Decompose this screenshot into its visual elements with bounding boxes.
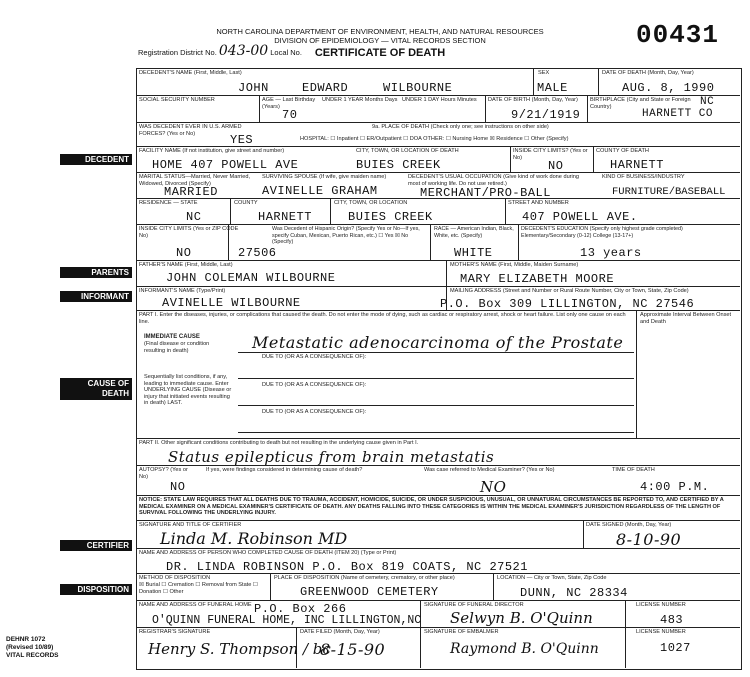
label-date-filed: DATE FILED (Month, Day, Year) xyxy=(300,629,380,635)
registration-value: 043-00 xyxy=(218,43,269,59)
label-hispanic: Was Decedent of Hispanic Origin? (Specify Yes or No—If yes, specify Cuban, Mexican, Puerto Rican, etc.) ☐ Yes ☒ No (Specify) xyxy=(272,226,420,245)
label-father: FATHER'S NAME (First, Middle, Last) xyxy=(139,262,233,268)
label-under-1-year: UNDER 1 YEAR Months Days xyxy=(322,97,398,103)
label-director-signature: SIGNATURE OF FUNERAL DIRECTOR xyxy=(424,602,524,608)
value-education: 13 years xyxy=(580,246,642,260)
footer-form: DEHNR 1072 xyxy=(6,636,46,643)
label-business: KIND OF BUSINESS/INDUSTRY xyxy=(602,174,685,180)
value-inside-limits: NO xyxy=(176,246,192,260)
agency-line-1: NORTH CAROLINA DEPARTMENT OF ENVIRONMENT, HEALTH, AND NATURAL RESOURCES xyxy=(216,27,544,36)
value-father: JOHN COLEMAN WILBOURNE xyxy=(166,271,336,285)
footer-office: VITAL RECORDS xyxy=(6,652,59,659)
side-label-disposition: DISPOSITION xyxy=(60,584,132,595)
label-notice: NOTICE: STATE LAW REQUIRES THAT ALL DEATHS DUE TO TRAUMA, ACCIDENT, HOMICIDE, SUICIDE, OR UNDER SUSPICIOUS, UNUSUAL, OR UNNATURAL CIRCUMSTANCES BE REPORTED TO, AND CERTIFIED BY A MEDICAL EXAMINER ON A MEDICAL EXAMINER'S CERTIFICATE OF DEATH. ANY DEATHS FALLING INTO THESE CATEGORIES IS WITHIN THE MEDICAL EXAMINER'S JURISDICTION REGARDLESS OF THE LENGTH OF SURVIVAL FOLLOWING THE UNDERLYING INJURY. xyxy=(139,497,724,516)
value-spouse: AVINELLE GRAHAM xyxy=(262,184,378,198)
label-embalmer-signature: SIGNATURE OF EMBALMER xyxy=(424,629,499,635)
value-date-filed: 8-15-90 xyxy=(320,640,386,659)
label-inside-city: INSIDE CITY LIMITS? (Yes or No) xyxy=(513,148,588,161)
value-last-name: WILBOURNE xyxy=(383,81,453,95)
label-hospital-options: HOSPITAL: ☐ Inpatient ☐ ER/Outpatient ☐ DOA OTHER: ☐ Nursing Home ☒ Residence ☐ Other (Specify) xyxy=(300,136,569,142)
label-me-referred: Was case referred to Medical Examiner? (Yes or No) xyxy=(424,467,555,473)
side-label-informant: INFORMANT xyxy=(60,291,132,302)
value-informant: AVINELLE WILBOURNE xyxy=(162,296,301,310)
label-residence-state: RESIDENCE — STATE xyxy=(139,200,198,206)
value-certifier-signature: Linda M. Robinson MD xyxy=(160,529,348,548)
side-label-decedent: DECEDENT xyxy=(60,154,132,165)
label-mailing: MAILING ADDRESS (Street and Number or Rural Route Number, City or Town, State, Zip Code) xyxy=(450,288,689,294)
value-occupation: MERCHANT/PRO-BALL xyxy=(420,186,551,200)
local-no-label: Local No. xyxy=(270,48,302,57)
value-me-referred: NO xyxy=(480,478,507,496)
label-name: DECEDENT'S NAME (First, Middle, Last) xyxy=(139,70,242,76)
label-facility: FACILITY NAME (If not institution, give street and number) xyxy=(139,148,285,154)
value-certifier-name: DR. LINDA ROBINSON P.O. Box 819 COATS, NC 27521 xyxy=(166,560,528,574)
value-date-of-birth: 9/21/1919 xyxy=(511,108,581,122)
label-sex: SEX xyxy=(538,70,550,76)
value-residence-county: HARNETT xyxy=(258,210,312,224)
label-date-of-death: DATE OF DEATH (Month, Day, Year) xyxy=(602,70,694,76)
value-mailing: P.O. Box 309 LILLINGTON, NC 27546 xyxy=(440,297,695,311)
value-cemetery: GREENWOOD CEMETERY xyxy=(300,585,439,599)
value-autopsy: NO xyxy=(170,480,186,494)
label-location: LOCATION — City or Town, State, Zip Code xyxy=(497,575,607,581)
value-inside-city: NO xyxy=(548,159,564,173)
value-license-2: 1027 xyxy=(660,641,691,655)
value-facility: HOME 407 POWELL AVE xyxy=(152,158,299,172)
registration-block xyxy=(138,43,302,59)
label-residence-street: STREET AND NUMBER xyxy=(508,200,569,206)
value-funeral-home-name: O'QUINN FUNERAL HOME, INC LILLINGTON,NC xyxy=(152,614,422,627)
value-license-1: 483 xyxy=(660,613,684,627)
label-birthplace: BIRTHPLACE (City and State or Foreign Country) xyxy=(590,97,691,110)
value-funeral-home-box: P.O. Box 266 xyxy=(254,602,347,616)
label-method-options: ☒ Burial ☐ Cremation ☐ Removal from State ☐ Donation ☐ Other xyxy=(139,582,258,595)
value-residence-state: NC xyxy=(186,210,202,224)
label-due-to-1: DUE TO (OR AS A CONSEQUENCE OF): xyxy=(262,354,367,360)
label-armed-forces: WAS DECEDENT EVER IN U.S. ARMED FORCES? (Yes or No) xyxy=(139,124,242,137)
label-place-of-death: 9a. PLACE OF DEATH (Check only one; see instructions on other side) xyxy=(372,124,549,130)
value-date-of-death: AUG. 8, 1990 xyxy=(622,81,715,95)
label-license-1: LICENSE NUMBER xyxy=(636,602,686,608)
label-findings: If yes, were findings considered in determining cause of death? xyxy=(206,467,363,473)
value-time-of-death: 4:00 P.M. xyxy=(640,480,710,494)
label-due-to-3: DUE TO (OR AS A CONSEQUENCE OF): xyxy=(262,409,367,415)
label-time-of-death: TIME OF DEATH xyxy=(612,467,655,473)
label-interval: Approximate Interval Between Onset and Death xyxy=(640,312,732,325)
value-age: 70 xyxy=(282,108,298,122)
side-label-certifier: CERTIFIER xyxy=(60,540,132,551)
label-residence-county: COUNTY xyxy=(234,200,258,206)
label-city-of-death: CITY, TOWN, OR LOCATION OF DEATH xyxy=(356,148,459,154)
label-immediate-cause: IMMEDIATE CAUSE xyxy=(144,334,200,340)
side-label-cause-of-death: CAUSE OF DEATH xyxy=(60,378,132,400)
label-race: RACE — American Indian, Black, White, etc. (Specify) xyxy=(434,226,514,239)
label-ssn: SOCIAL SECURITY NUMBER xyxy=(139,97,215,103)
value-zip: 27506 xyxy=(238,246,277,260)
value-county-of-death: HARNETT xyxy=(610,158,664,172)
value-birthplace-county: HARNETT CO xyxy=(642,108,714,120)
label-due-to-2: DUE TO (OR AS A CONSEQUENCE OF): xyxy=(262,382,367,388)
value-mother: MARY ELIZABETH MOORE xyxy=(460,272,615,286)
label-under-1-day: UNDER 1 DAY Hours Minutes xyxy=(402,97,477,103)
label-sequential: Sequentially list conditions, if any, leading to immediate cause. Enter UNDERLYING CAUSE (Disease or injury that initiated events resulting in death) LAST. xyxy=(144,374,232,406)
value-business: FURNITURE/BASEBALL xyxy=(612,186,726,198)
label-age: AGE — Last Birthday (Years) xyxy=(262,97,316,110)
label-part-2: PART II. Other significant conditions contributing to death but not resulting in the underlying cause given in Part I. xyxy=(139,440,419,446)
label-immediate-sub: (Final disease or condition resulting in death) xyxy=(144,341,210,354)
value-first-name: JOHN xyxy=(238,81,269,95)
value-director-signature: Selwyn B. O'Quinn xyxy=(450,609,593,627)
label-autopsy: AUTOPSY? (Yes or No) xyxy=(139,467,188,480)
label-informant: INFORMANT'S NAME (Type/Print) xyxy=(139,288,226,294)
value-registrar-signature: Henry S. Thompson / bc xyxy=(148,640,331,658)
value-location: DUNN, NC 28334 xyxy=(520,586,628,600)
label-county-of-death: COUNTY OF DEATH xyxy=(596,148,649,154)
label-part-1: PART I. Enter the diseases, injuries, or complications that caused the death. Do not enter the mode of dying, such as cardiac or respiratory arrest, shock or heart failure. List only one cause on each line. xyxy=(139,312,626,325)
side-label-parents: PARENTS xyxy=(60,267,132,278)
footer-revised: (Revised 10/89) xyxy=(6,644,54,651)
label-certifier-name: NAME AND ADDRESS OF PERSON WHO COMPLETED CAUSE OF DEATH (ITEM 20) (Type or Print) xyxy=(139,550,397,556)
label-occupation: DECEDENT'S USUAL OCCUPATION (Give kind of work done during most of working life. Do not use retired.) xyxy=(408,174,580,187)
label-mother: MOTHER'S NAME (First, Middle, Maiden Surname) xyxy=(450,262,579,268)
agency-line-2: DIVISION OF EPIDEMIOLOGY — VITAL RECORDS SECTION xyxy=(274,36,486,45)
certificate-number: 00431 xyxy=(636,20,720,50)
label-place-disposition: PLACE OF DISPOSITION (Name of cemetery, crematory, or other place) xyxy=(274,575,455,581)
label-residence-city: CITY, TOWN, OR LOCATION xyxy=(334,200,408,206)
label-inside-limits: INSIDE CITY LIMITS (Yes or No) xyxy=(139,226,211,239)
value-marital: MARRIED xyxy=(164,185,218,199)
value-birthplace-state: NC xyxy=(700,96,715,108)
value-cause-a: Metastatic adenocarcinoma of the Prostate xyxy=(252,333,624,352)
label-registrar: REGISTRAR'S SIGNATURE xyxy=(139,629,211,635)
label-license-2: LICENSE NUMBER xyxy=(636,629,686,635)
label-marital: MARITAL STATUS—Married, Never Married, Widowed, Divorced (Specify) xyxy=(139,174,251,187)
certificate-title: CERTIFICATE OF DEATH xyxy=(314,47,446,59)
label-date-signed: DATE SIGNED (Month, Day, Year) xyxy=(586,522,672,528)
label-date-of-birth: DATE OF BIRTH (Month, Day, Year) xyxy=(488,97,578,103)
label-method: METHOD OF DISPOSITION xyxy=(139,575,211,581)
value-date-signed: 8-10-90 xyxy=(616,530,682,549)
label-education: DECEDENT'S EDUCATION (Specify only highest grade completed) Elementary/Secondary (0-12) College (13-17+) xyxy=(521,226,683,239)
registration-label: Registration District No. xyxy=(138,48,217,57)
value-embalmer-signature: Raymond B. O'Quinn xyxy=(450,641,599,657)
label-spouse: SURVIVING SPOUSE (If wife, give maiden name) xyxy=(262,174,387,180)
label-funeral-home: NAME AND ADDRESS OF FUNERAL HOME xyxy=(139,602,252,608)
value-armed-forces: YES xyxy=(230,133,254,147)
value-residence-city: BUIES CREEK xyxy=(348,210,433,224)
value-sex: MALE xyxy=(537,81,568,95)
value-middle-name: EDWARD xyxy=(302,81,349,95)
label-certifier-signature: SIGNATURE AND TITLE OF CERTIFIER xyxy=(139,522,242,528)
value-part-2: Status epilepticus from brain metastatis xyxy=(168,448,495,466)
label-zip: ZIP CODE xyxy=(212,226,239,232)
value-city-of-death: BUIES CREEK xyxy=(356,158,441,172)
value-race: WHITE xyxy=(454,246,493,260)
value-residence-street: 407 POWELL AVE. xyxy=(522,210,638,224)
